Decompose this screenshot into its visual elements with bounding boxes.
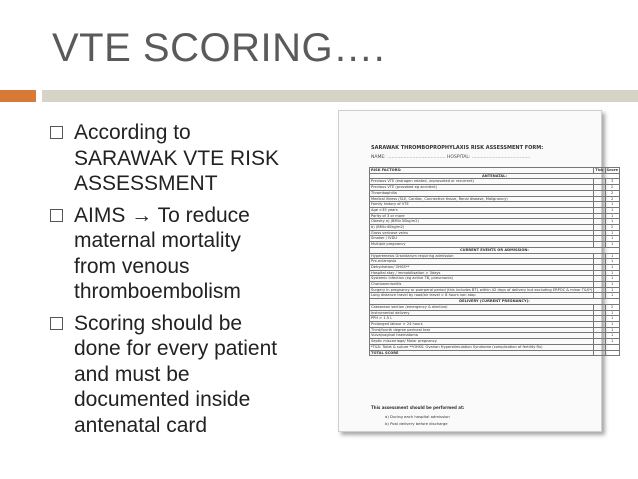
score-cell: 2 bbox=[605, 196, 619, 202]
risk-factor-label: Chorioamnionitis bbox=[370, 282, 594, 288]
title-divider-bar bbox=[42, 90, 638, 102]
score-cell: 1 bbox=[605, 230, 619, 236]
score-cell bbox=[605, 350, 619, 356]
score-cell: 1 bbox=[605, 242, 619, 248]
risk-factor-label: Medical illness (SLE, Cardiac, Connective tissue, Renal disease, Malignancy) bbox=[370, 196, 594, 202]
risk-factor-label: Pre-eclampsia bbox=[370, 259, 594, 265]
score-cell: 2 bbox=[605, 185, 619, 191]
risk-factor-label: Family history of VTE bbox=[370, 202, 594, 208]
bullet-line: maternal mortality bbox=[74, 229, 241, 252]
bullet-line: and must be bbox=[74, 362, 190, 386]
score-cell: 1 bbox=[605, 259, 619, 265]
risk-factor-label: Prolonged labour > 24 hours bbox=[370, 321, 594, 327]
risk-factor-label: TOTAL SCORE bbox=[370, 350, 594, 356]
section-label: DELIVERY (CURRENT PREGNANCY): bbox=[370, 299, 620, 305]
risk-factor-label: Dehydration/ OHSS** bbox=[370, 264, 594, 270]
score-cell: 1 bbox=[605, 339, 619, 345]
timing-option-a: a) During each hospital admission bbox=[385, 414, 450, 419]
risk-factor-label: b) (BMI>40kg/m2) bbox=[370, 225, 594, 231]
risk-factor-label: Systemic infection (eg active TB, pneumonia) bbox=[370, 276, 594, 282]
bullet-line: documented inside bbox=[74, 388, 251, 411]
bullet-list bbox=[50, 120, 320, 444]
score-cell: 1 bbox=[605, 316, 619, 322]
bullet-line: SARAWAK VTE RISK bbox=[74, 146, 279, 170]
bullet-line: thromboembolism bbox=[74, 280, 241, 303]
score-cell: 1 bbox=[605, 253, 619, 259]
score-cell: 1 bbox=[605, 264, 619, 270]
score-cell: 2 bbox=[605, 190, 619, 196]
risk-factor-label: Previous VTE (estrogen related, unprovoked or recurrent) bbox=[370, 179, 594, 185]
score-cell: 1 bbox=[605, 219, 619, 225]
risk-factor-label: Thrombophilia bbox=[370, 190, 594, 196]
risk-factor-label: Caesarean section (emergency & elective) bbox=[370, 304, 594, 310]
score-cell: 1 bbox=[605, 282, 619, 288]
score-cell: 1 bbox=[605, 276, 619, 282]
score-cell: 1 bbox=[605, 333, 619, 339]
header-tick: Tick bbox=[595, 168, 604, 172]
title-accent-bar bbox=[0, 90, 36, 102]
score-cell: 1 bbox=[605, 270, 619, 276]
section-label: ANTENATAL: bbox=[370, 173, 620, 179]
risk-factor-label: Multiple pregnancy bbox=[370, 242, 594, 248]
score-cell: 1 bbox=[605, 202, 619, 208]
risk-factor-label: Surgery in pregnancy or puerperal period (this includes BTL within 42 days of delivery but excluding ERPOC & minor T&S*) bbox=[371, 287, 593, 292]
header-score: Score bbox=[606, 168, 618, 172]
score-cell: 2 bbox=[605, 304, 619, 310]
bullet-line: done for every patient bbox=[74, 337, 278, 360]
form-name-line: NAME: ………………………………… HOSPITAL: ………………………………… bbox=[371, 155, 531, 160]
header-factors: RISK FACTORS: bbox=[370, 168, 594, 174]
risk-factor-label: Previous VTE (provoked eg accident) bbox=[370, 185, 594, 191]
bullet-item bbox=[50, 120, 320, 197]
risk-factor-label: Smoker / IVDU bbox=[370, 236, 594, 242]
bullet-line: ASSESSMENT bbox=[74, 172, 218, 195]
bullet-line: According to bbox=[74, 121, 191, 144]
total-row bbox=[370, 350, 620, 356]
risk-factor-label: Gross varicose veins bbox=[370, 230, 594, 236]
risk-factor-label: PPH > 1.5 L bbox=[370, 316, 594, 322]
risk-factor-label: Vulva/vaginal haematoma bbox=[370, 333, 594, 339]
score-cell: 1 bbox=[605, 207, 619, 213]
risk-factor-table bbox=[369, 167, 620, 356]
section-label: CURRENT EVENTS OR ADMISSION: bbox=[370, 247, 620, 253]
score-cell: 1 bbox=[605, 236, 619, 242]
risk-factor-label: Obesity a) (BMI>30kg/m2) bbox=[370, 219, 594, 225]
score-cell: 1 bbox=[605, 287, 619, 293]
timing-option-b: b) Post delivery before discharge bbox=[385, 421, 448, 426]
risk-factor-label: *T&S: Toilet & suture **OHSS: Ovarian Hyperstimulation Syndrome (complication of fertility Rx) bbox=[370, 344, 594, 350]
slide-title: VTE SCORING…. bbox=[52, 26, 386, 70]
risk-factor-label: Long distance travel by road/air travel > 8 hours non stop bbox=[370, 293, 594, 299]
risk-factor-label: Hospital stay / immobilisation > 3days bbox=[370, 270, 594, 276]
score-cell: 1 bbox=[605, 321, 619, 327]
risk-factor-label: Septic miscarriage/ Molar pregnancy bbox=[370, 339, 594, 345]
bullet-item bbox=[50, 203, 320, 305]
bullet-line: from venous bbox=[74, 254, 190, 278]
risk-factor-label: Hyperemesis Gravidarum requiring admission bbox=[370, 253, 594, 259]
assessment-form-image bbox=[338, 110, 618, 432]
risk-factor-label: Instrumental delivery bbox=[370, 310, 594, 316]
score-cell: 1 bbox=[605, 213, 619, 219]
square-bullet-icon bbox=[50, 317, 63, 330]
tick-cell bbox=[594, 350, 605, 356]
score-cell: 1 bbox=[605, 327, 619, 333]
risk-factor-label: Age >35 years bbox=[370, 207, 594, 213]
risk-factor-label: Parity of 3 or more bbox=[370, 213, 594, 219]
assessment-timing-title: This assessment should be performed at: bbox=[371, 405, 465, 410]
risk-factor-label: Third/fourth degree perineal tear bbox=[370, 327, 594, 333]
bullet-line: Scoring should be bbox=[74, 311, 243, 335]
bullet-line: antenatal card bbox=[74, 413, 208, 437]
score-cell: 1 bbox=[605, 293, 619, 299]
square-bullet-icon bbox=[50, 126, 63, 139]
score-cell: 2 bbox=[605, 225, 619, 231]
form-title: SARAWAK THROMBOPROPHYLAXIS RISK ASSESSMENT FORM: bbox=[371, 145, 544, 151]
square-bullet-icon bbox=[50, 209, 63, 222]
score-cell: 1 bbox=[605, 310, 619, 316]
bullet-item bbox=[50, 311, 320, 439]
score-cell: 3 bbox=[605, 179, 619, 185]
bullet-line: AIMS → To reduce bbox=[74, 203, 250, 227]
table-row bbox=[370, 287, 620, 293]
